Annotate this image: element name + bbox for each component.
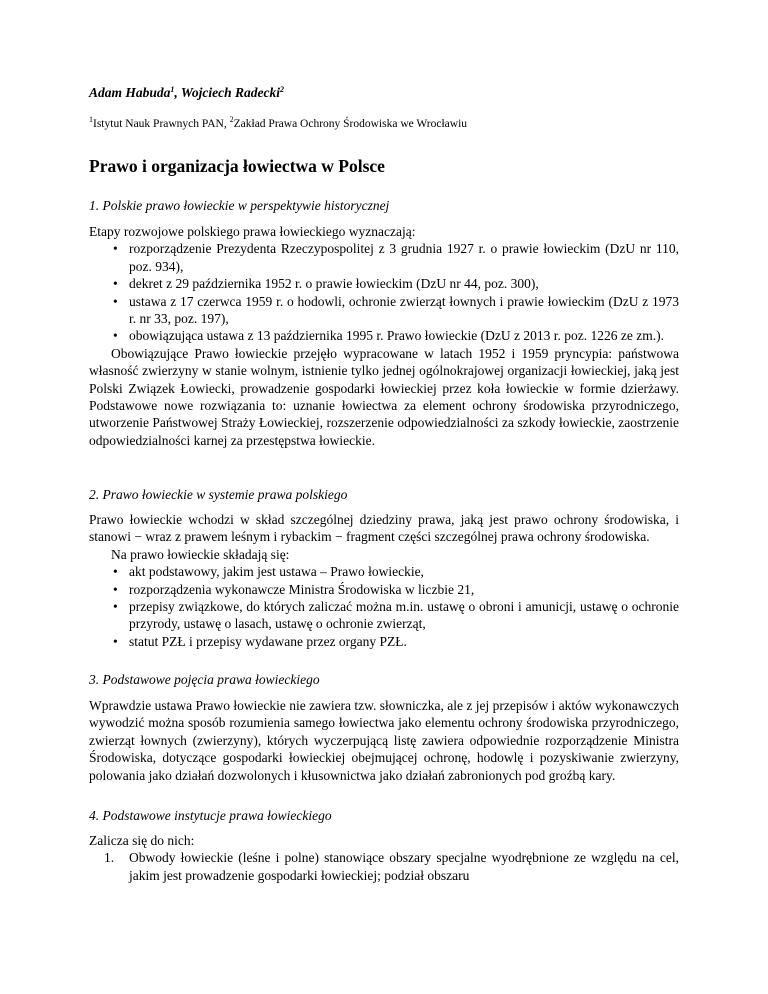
paragraph: Zalicza się do nich: (89, 833, 195, 848)
section-body (89, 832, 679, 884)
list-item-text: Obwody łowieckie (leśne i polne) stanowiące obszary specjalne wyodrębnione ze względu na cel, jakim jest prowadzenie gospodarki łowieckiej; podział obszaru (129, 850, 679, 883)
affiliations (89, 115, 468, 130)
paragraph: Wprawdzie ustawa Prawo łowieckie nie zawiera tzw. słowniczka, ale z jej przepisów i aktów wykonawczych wywodzić można sposób rozumienia samego łowiectwa jako elementu ochrony środowiska przyrodniczego, zwierząt łownych (zwierzyny), których wyczerpującą listę zawiera odpowiednie rozporządzenie Ministra Środowiska, dotyczące gospodarki łowieckiej obejmującej ochronę, hodowlę i pozyskiwanie zwierzyny, polowania jako działań dozwolonych i kłusownictwa jako działań zabronionych pod groźbą kary. (89, 698, 679, 783)
list-item: • przepisy związkowe, do których zaliczać można m.in. ustawę o obroni i amunicji, ustawę o ochronie przyrody, ustawę o lasach, ustawę o ochronie zwierząt, (89, 598, 679, 633)
list-item: • obowiązująca ustawa z 13 października 1995 r. Prawo łowieckie (DzU z 2013 r. poz. 1226 ze zm.). (89, 327, 679, 344)
authors (89, 85, 284, 101)
affiliation: Istytut Nauk Prawnych PAN, (93, 118, 230, 130)
affiliation-mark: 2 (229, 115, 234, 124)
bullet-list (89, 240, 679, 344)
section-heading: 2. Prawo łowieckie w systemie prawa polskiego (89, 487, 348, 502)
list-item: • akt podstawowy, jakim jest ustawa – Prawo łowieckie, (89, 563, 679, 580)
document-title: Prawo i organizacja łowiectwa w Polsce (89, 156, 385, 176)
section-heading: 3. Podstawowe pojęcia prawa łowieckiego (89, 672, 320, 687)
list-item: • dekret z 29 października 1952 r. o prawie łowieckim (DzU nr 44, poz. 300), (89, 275, 679, 292)
author-name: Adam Habuda (89, 85, 171, 100)
author-footnote-mark: 2 (280, 85, 285, 94)
list-item: • statut PZŁ i przepisy wydawane przez organy PZŁ. (89, 633, 679, 650)
paragraph: Obowiązujące Prawo łowieckie przejęło wypracowane w latach 1952 i 1959 pryncypia: państwowa własność zwierzyny w stanie wolnym, istnienie tylko jednej ogólnokrajowej organizacji łowieckiej, jaką jest Polski Związek Łowiecki, prowadzenie gospodarki łowieckiej przez koła łowieckie w formie dzierżawy. Podstawowe nowe rozwiązania to: uznanie łowiectwa za element ochrony środowiska przyrodniczego, utworzenie Państwowej Straży Łowieckiej, rozszerzenie odpowiedzialności za szkody łowieckie, zaostrzenie odpowiedzialności karnej za przestępstwa łowieckie. (89, 345, 679, 448)
list-item (89, 849, 679, 884)
section-heading: 1. Polskie prawo łowieckie w perspektywie historycznej (89, 198, 390, 213)
author-name: Wojciech Radecki (180, 85, 281, 100)
section-heading: 4. Podstawowe instytucje prawa łowieckiego (89, 808, 332, 823)
list-item: • rozporządzenia wykonawcze Ministra Środowiska w liczbie 21, (89, 581, 679, 598)
paragraph: Na prawo łowieckie składają się: (111, 546, 290, 562)
paragraph: Etapy rozwojowe polskiego prawa łowieckiego wyznaczają: (89, 224, 416, 239)
numbered-list (89, 849, 679, 884)
section-body (89, 511, 679, 650)
author-footnote-mark: 1 (170, 85, 175, 94)
section-body (89, 697, 679, 784)
section-body (89, 223, 679, 449)
list-number: 1. (104, 850, 115, 866)
list-item: • ustawa z 17 czerwca 1959 r. o hodowli, ochronie zwierząt łownych i prawie łowieckim (DzU z 1973 r. nr 33, poz. 197), (89, 293, 679, 328)
author-separator: , (174, 85, 181, 100)
list-item: • rozporządzenie Prezydenta Rzeczypospolitej z 3 grudnia 1927 r. o prawie łowieckim (DzU nr 110, poz. 934), (89, 240, 679, 275)
affiliation-mark: 1 (89, 115, 93, 124)
paragraph: Prawo łowieckie wchodzi w skład szczególnej dziedziny prawa, jaką jest prawo ochrony środowiska, i stanowi − wraz z prawem leśnym i rybackim − fragment części szczególnej prawa ochrony środowiska. (89, 512, 679, 545)
affiliation: Zakład Prawa Ochrony Środowiska we Wrocławiu (233, 118, 468, 130)
bullet-list (89, 563, 679, 650)
